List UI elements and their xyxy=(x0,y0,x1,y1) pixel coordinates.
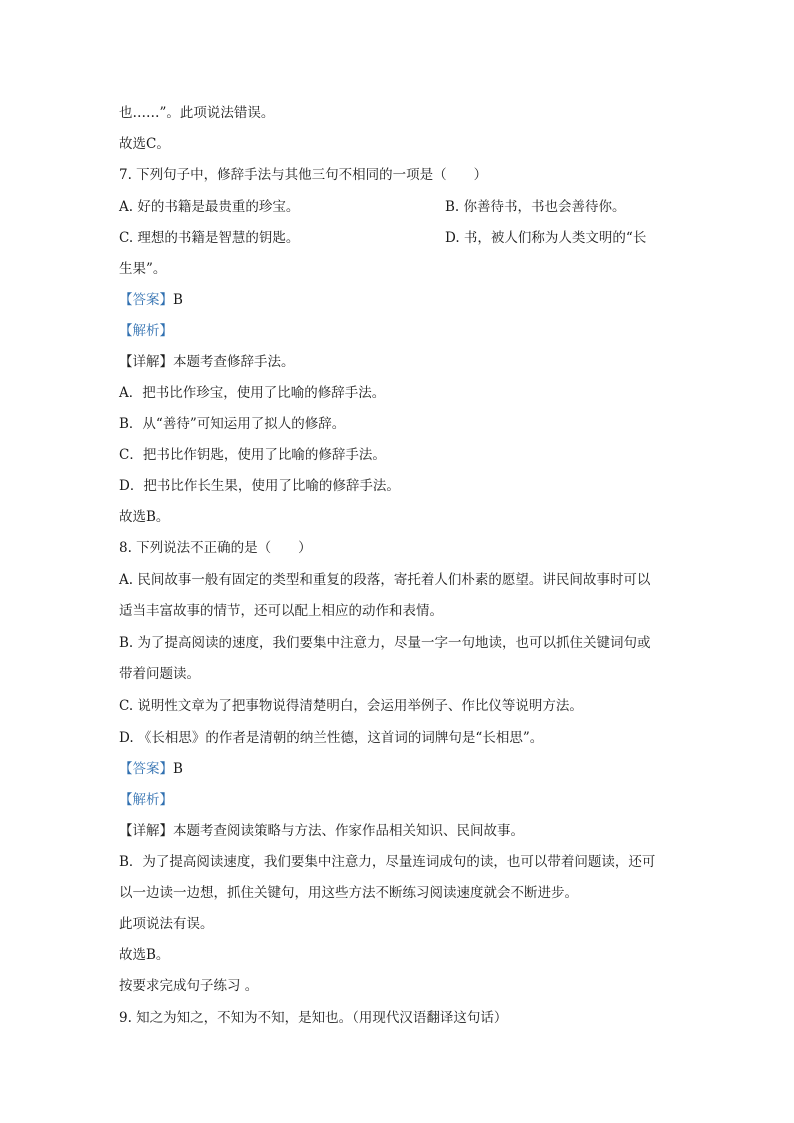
question-8-choice: 故选B。 xyxy=(119,947,170,963)
answer-value: B xyxy=(173,761,183,777)
question-7-choice: 故选B。 xyxy=(119,509,170,525)
option-a-line-1: A. 民间故事一般有固定的类型和重复的段落，寄托着人们朴素的愿望。讲民间故事时可以 xyxy=(119,572,651,588)
text-line: 故选C。 xyxy=(119,136,170,152)
detail-tag: 【详解】 xyxy=(119,823,173,839)
answer-value: B xyxy=(173,292,183,308)
option-b-line-1: B. 为了提高阅读的速度，我们要集中注意力，尽量一字一句地读，也可以抓住关键词句或 xyxy=(119,635,651,651)
answer-tag: 【答案】 xyxy=(119,292,173,308)
question-9-stem: 9. 知之为知之，不知为不知，是知也。（用现代汉语翻译这句话） xyxy=(119,1010,508,1026)
text-line: 也……”。此项说法错误。 xyxy=(119,105,275,121)
explanation-note: 此项说法有误。 xyxy=(119,916,214,932)
explanation-c: C．把书比作钥匙，使用了比喻的修辞手法。 xyxy=(119,447,386,463)
option-c: C. 说明性文章为了把事物说得清楚明白，会运用举例子、作比仪等说明方法。 xyxy=(119,698,583,714)
explanation-b-line-2: 以一边读一边想，抓住关键句，用这些方法不断练习阅读速度就会不断进步。 xyxy=(119,885,578,901)
option-a-line-2: 适当丰富故事的情节，还可以配上相应的动作和表情。 xyxy=(119,603,443,619)
question-7-options-row-1 xyxy=(119,198,679,216)
explanation-d: D．把书比作长生果，使用了比喻的修辞手法。 xyxy=(119,478,400,494)
answer-tag: 【答案】 xyxy=(119,761,173,777)
detail-tag: 【详解】 xyxy=(119,354,173,370)
section-heading: 按要求完成句子练习 。 xyxy=(119,978,259,994)
question-8-answer xyxy=(119,760,183,778)
explanation-b: B．从“善待”可知运用了拟人的修辞。 xyxy=(119,416,346,432)
option-c: C. 理想的书籍是智慧的钥匙。 xyxy=(119,230,300,246)
option-b-line-2: 带着问题读。 xyxy=(119,666,200,682)
question-8-detail xyxy=(119,822,524,840)
analysis-tag: 【解析】 xyxy=(119,792,173,808)
explanation-b-line-1: B．为了提高阅读速度，我们要集中注意力，尽量连词成句的读，也可以带着问题读，还可 xyxy=(119,854,656,870)
detail-text: 本题考查阅读策略与方法、作家作品相关知识、民间故事。 xyxy=(173,823,524,839)
detail-text: 本题考查修辞手法。 xyxy=(173,354,295,370)
question-7-stem: 7. 下列句子中，修辞手法与其他三句不相同的一项是（ ） xyxy=(119,167,488,183)
option-d-continued: 生果”。 xyxy=(119,261,167,277)
question-8-stem: 8. 下列说法不正确的是（ ） xyxy=(119,540,312,556)
option-b: B. 你善待书，书也会善待你。 xyxy=(445,199,626,215)
analysis-tag: 【解析】 xyxy=(119,323,173,339)
option-a: A. 好的书籍是最贵重的珍宝。 xyxy=(119,199,300,215)
option-d: D. 书，被人们称为人类文明的“长 xyxy=(445,230,647,246)
option-d: D. 《长相思》的作者是清朝的纳兰性德，这首词的词牌句是“长相思”。 xyxy=(119,730,544,746)
explanation-a: A．把书比作珍宝，使用了比喻的修辞手法。 xyxy=(119,385,386,401)
question-7-answer xyxy=(119,291,183,309)
question-7-detail xyxy=(119,353,295,371)
question-7-options-row-2 xyxy=(119,229,679,247)
